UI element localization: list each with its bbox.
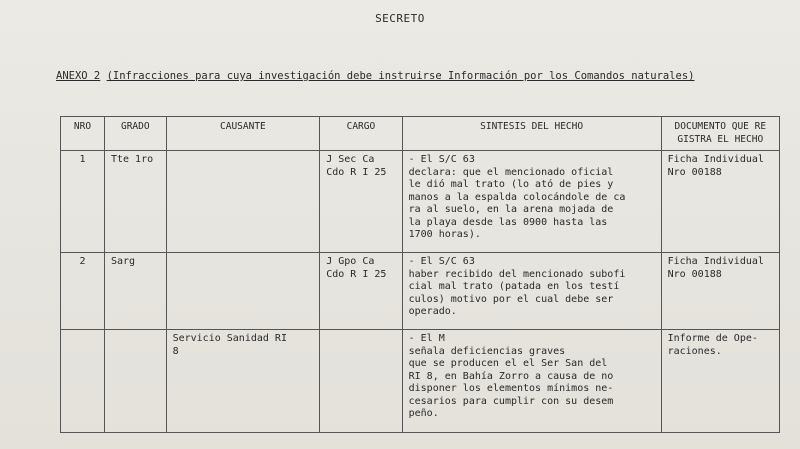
table-header-row	[61, 117, 780, 151]
cell-sintesis-text: - El S/C 63 haber recibido del mencionado subofi cial mal trato (patada en los testí culos) motivo por el cual debe ser operado.	[408, 256, 626, 317]
cell-grado: Tte 1ro	[104, 151, 166, 253]
classification-header: SECRETO	[375, 12, 425, 25]
cell-causante	[166, 330, 320, 433]
cell-causante-text: Servicio Sanidad RI 8	[172, 333, 287, 357]
header-grado: GRADO	[104, 117, 166, 151]
annex-description: (Infracciones para cuya investigación debe instruirse Información por los Comandos naturales)	[106, 70, 695, 82]
cell-documento	[661, 253, 779, 330]
infractions-table	[60, 116, 780, 433]
cell-nro: 2	[61, 253, 105, 330]
cell-cargo-text: J Sec Ca Cdo R I 25	[326, 154, 387, 178]
cell-documento-text: Ficha Individual Nro 00188	[667, 154, 764, 178]
header-causante: CAUSANTE	[166, 117, 320, 151]
header-nro: NRO	[61, 117, 105, 151]
header-cargo: CARGO	[320, 117, 402, 151]
table-row	[61, 330, 780, 433]
cell-cargo-text: J Gpo Ca Cdo R I 25	[326, 256, 387, 280]
cell-grado	[104, 330, 166, 433]
cell-nro	[61, 330, 105, 433]
header-sintesis: SINTESIS DEL HECHO	[402, 117, 661, 151]
cell-sintesis	[402, 253, 661, 330]
cell-cargo	[320, 253, 402, 330]
cell-cargo	[320, 330, 402, 433]
cell-documento-text: Informe de Ope- raciones.	[667, 333, 758, 357]
cell-sintesis	[402, 151, 661, 253]
table-row	[61, 253, 780, 330]
header-documento: DOCUMENTO QUE RE GISTRA EL HECHO	[661, 117, 779, 151]
cell-cargo	[320, 151, 402, 253]
cell-causante	[166, 151, 320, 253]
cell-sintesis-text: - El M señala deficiencias graves que se producen el el Ser San del RI 8, en Bahía Zorro a causa de no disponer los elementos mínimos ne- cesarios para cumplir con su desem peño.	[408, 333, 614, 419]
cell-documento	[661, 330, 779, 433]
cell-nro: 1	[61, 151, 105, 253]
cell-documento-text: Ficha Individual Nro 00188	[667, 256, 764, 280]
cell-grado: Sarg	[104, 253, 166, 330]
cell-documento	[661, 151, 779, 253]
annex-prefix: ANEXO 2	[56, 70, 101, 82]
cell-causante	[166, 253, 320, 330]
annex-title	[56, 70, 695, 82]
cell-sintesis-text: - El S/C 63 declara: que el mencionado oficial le dió mal trato (lo ató de pies y manos a la espalda colocándole de ca ra al suelo, en la arena mojada de la playa desde las 0900 hasta las 1700 horas).	[408, 154, 626, 240]
table-row	[61, 151, 780, 253]
cell-sintesis	[402, 330, 661, 433]
